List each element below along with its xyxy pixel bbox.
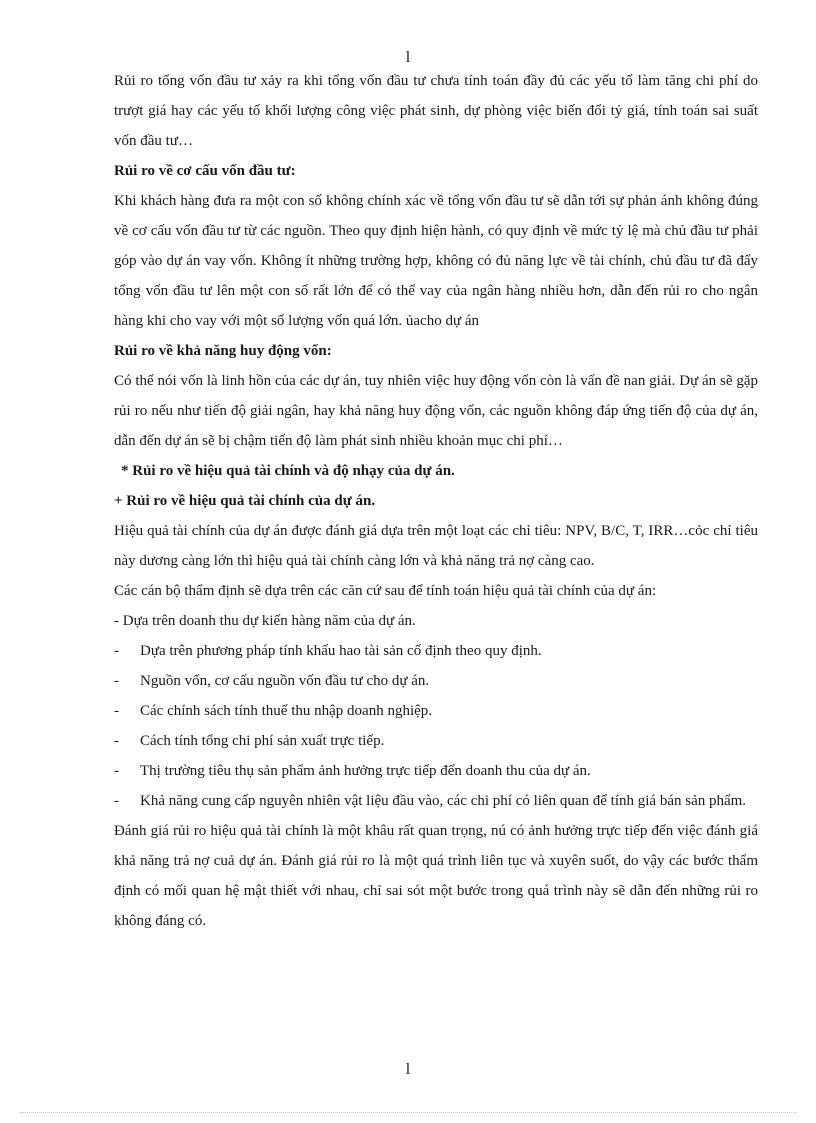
list-item-text: Khả năng cung cấp nguyên nhiên vật liệu đầu vào, các chi phí có liên quan để tính giá bán sản phẩm. [140, 793, 747, 809]
list-item-text: Nguồn vốn, cơ cấu nguồn vốn đầu tư cho dự án. [140, 673, 430, 689]
list-item-text: Dựa trên phương pháp tính khấu hao tài sản cố định theo quy định. [140, 643, 542, 659]
list-item [114, 696, 758, 726]
list-dash: - [114, 763, 119, 779]
list-dash: - [114, 673, 119, 689]
list-item-text: Thị trường tiêu thụ sản phẩm ảnh hưởng trực tiếp đến doanh thu của dự án. [140, 763, 591, 779]
section-heading: Rủi ro về khả năng huy động vốn: [114, 343, 332, 359]
list-dash: - [114, 733, 119, 749]
list-dash: - [114, 643, 119, 659]
list-item [114, 726, 758, 756]
list-dash: - [114, 703, 119, 719]
page-number-top: l [405, 49, 411, 66]
list-item [114, 666, 758, 696]
list-item [114, 786, 758, 816]
paragraph: Hiệu quả tài chính của dự án được đánh giá dựa trên một loạt các chỉ tiêu: NPV, B/C, T, IRR…cỏc chỉ tiêu này dương càng lớn thì hiệu quả tài chính càng lớn và khả năng trả nợ càng cao. [114, 523, 758, 569]
paragraph: Các cán bộ thẩm định sẽ dựa trên các căn cứ sau để tính toán hiệu quả tài chính của dự án: [114, 583, 657, 599]
list-item-text: Cách tính tổng chi phí sản xuất trực tiếp. [140, 733, 385, 749]
list-dash: - [114, 793, 119, 809]
paragraph: Có thể nói vốn là linh hồn của các dự án, tuy nhiên việc huy động vốn còn là vấn đề nan giải. Dự án sẽ gặp rủi ro nếu như tiến độ giải ngân, hay khả năng huy động vốn, các nguồn không đáp ứng tiến độ của dự án, dẫn đến dự án sẽ bị chậm tiến độ làm phát sinh nhiều khoản mục chi phí… [114, 373, 758, 449]
paragraph: Khi khách hàng đưa ra một con số không chính xác về tổng vốn đầu tư sẽ dẫn tới sự phản ánh không đúng về cơ cấu vốn đầu tư từ các nguồn. Theo quy định hiện hành, có quy định về mức tỷ lệ mà chủ đầu tư phải góp vào dự án vay vốn. Không ít những trường hợp, không có đủ năng lực về tài chính, chủ đầu tư đã đẩy tổng vốn đầu tư lên một con số rất lớn để có thể vay của ngân hàng nhiều hơn, dẫn đến rủi ro cho ngân hàng khi cho vay với một số lượng vốn quá lớn. ủacho dự án [114, 193, 758, 329]
section-heading: Rủi ro về cơ cấu vốn đầu tư: [114, 163, 296, 179]
list-item-text: Các chính sách tính thuế thu nhập doanh nghiệp. [140, 703, 433, 719]
list-item [114, 756, 758, 786]
paragraph: - Dựa trên doanh thu dự kiến hàng năm của dự án. [114, 613, 416, 629]
paragraph: Rủi ro tổng vốn đầu tư xảy ra khi tổng vốn đầu tư chưa tính toán đầy đủ các yếu tố làm tăng chi phí do trượt giá hay các yếu tố khối lượng công việc phát sinh, dự phòng việc biến đổi tỷ giá, tính toán sai suất vốn đầu tư… [114, 73, 758, 149]
list-item [114, 636, 758, 666]
document-body [114, 66, 758, 936]
paragraph: Đánh giá rủi ro hiệu quả tài chính là một khâu rất quan trọng, nú có ảnh hưởng trực tiếp đến việc đánh giá khả năng trả nợ cuả dự án. Đánh giá rủi ro là một quá trình liên tục và xuyên suốt, do vậy các bước thẩm định có mối quan hệ mật thiết với nhau, chỉ sai sót một bước trong quá trình này sẽ dẫn đến những rủi ro không đáng có. [114, 823, 758, 929]
section-heading: + Rủi ro về hiệu quả tài chính của dự án. [114, 493, 376, 509]
page-number-bottom: l [405, 1061, 411, 1078]
page-divider [20, 1112, 796, 1113]
section-heading: * Rủi ro về hiệu quả tài chính và độ nhạy của dự án. [121, 463, 455, 479]
